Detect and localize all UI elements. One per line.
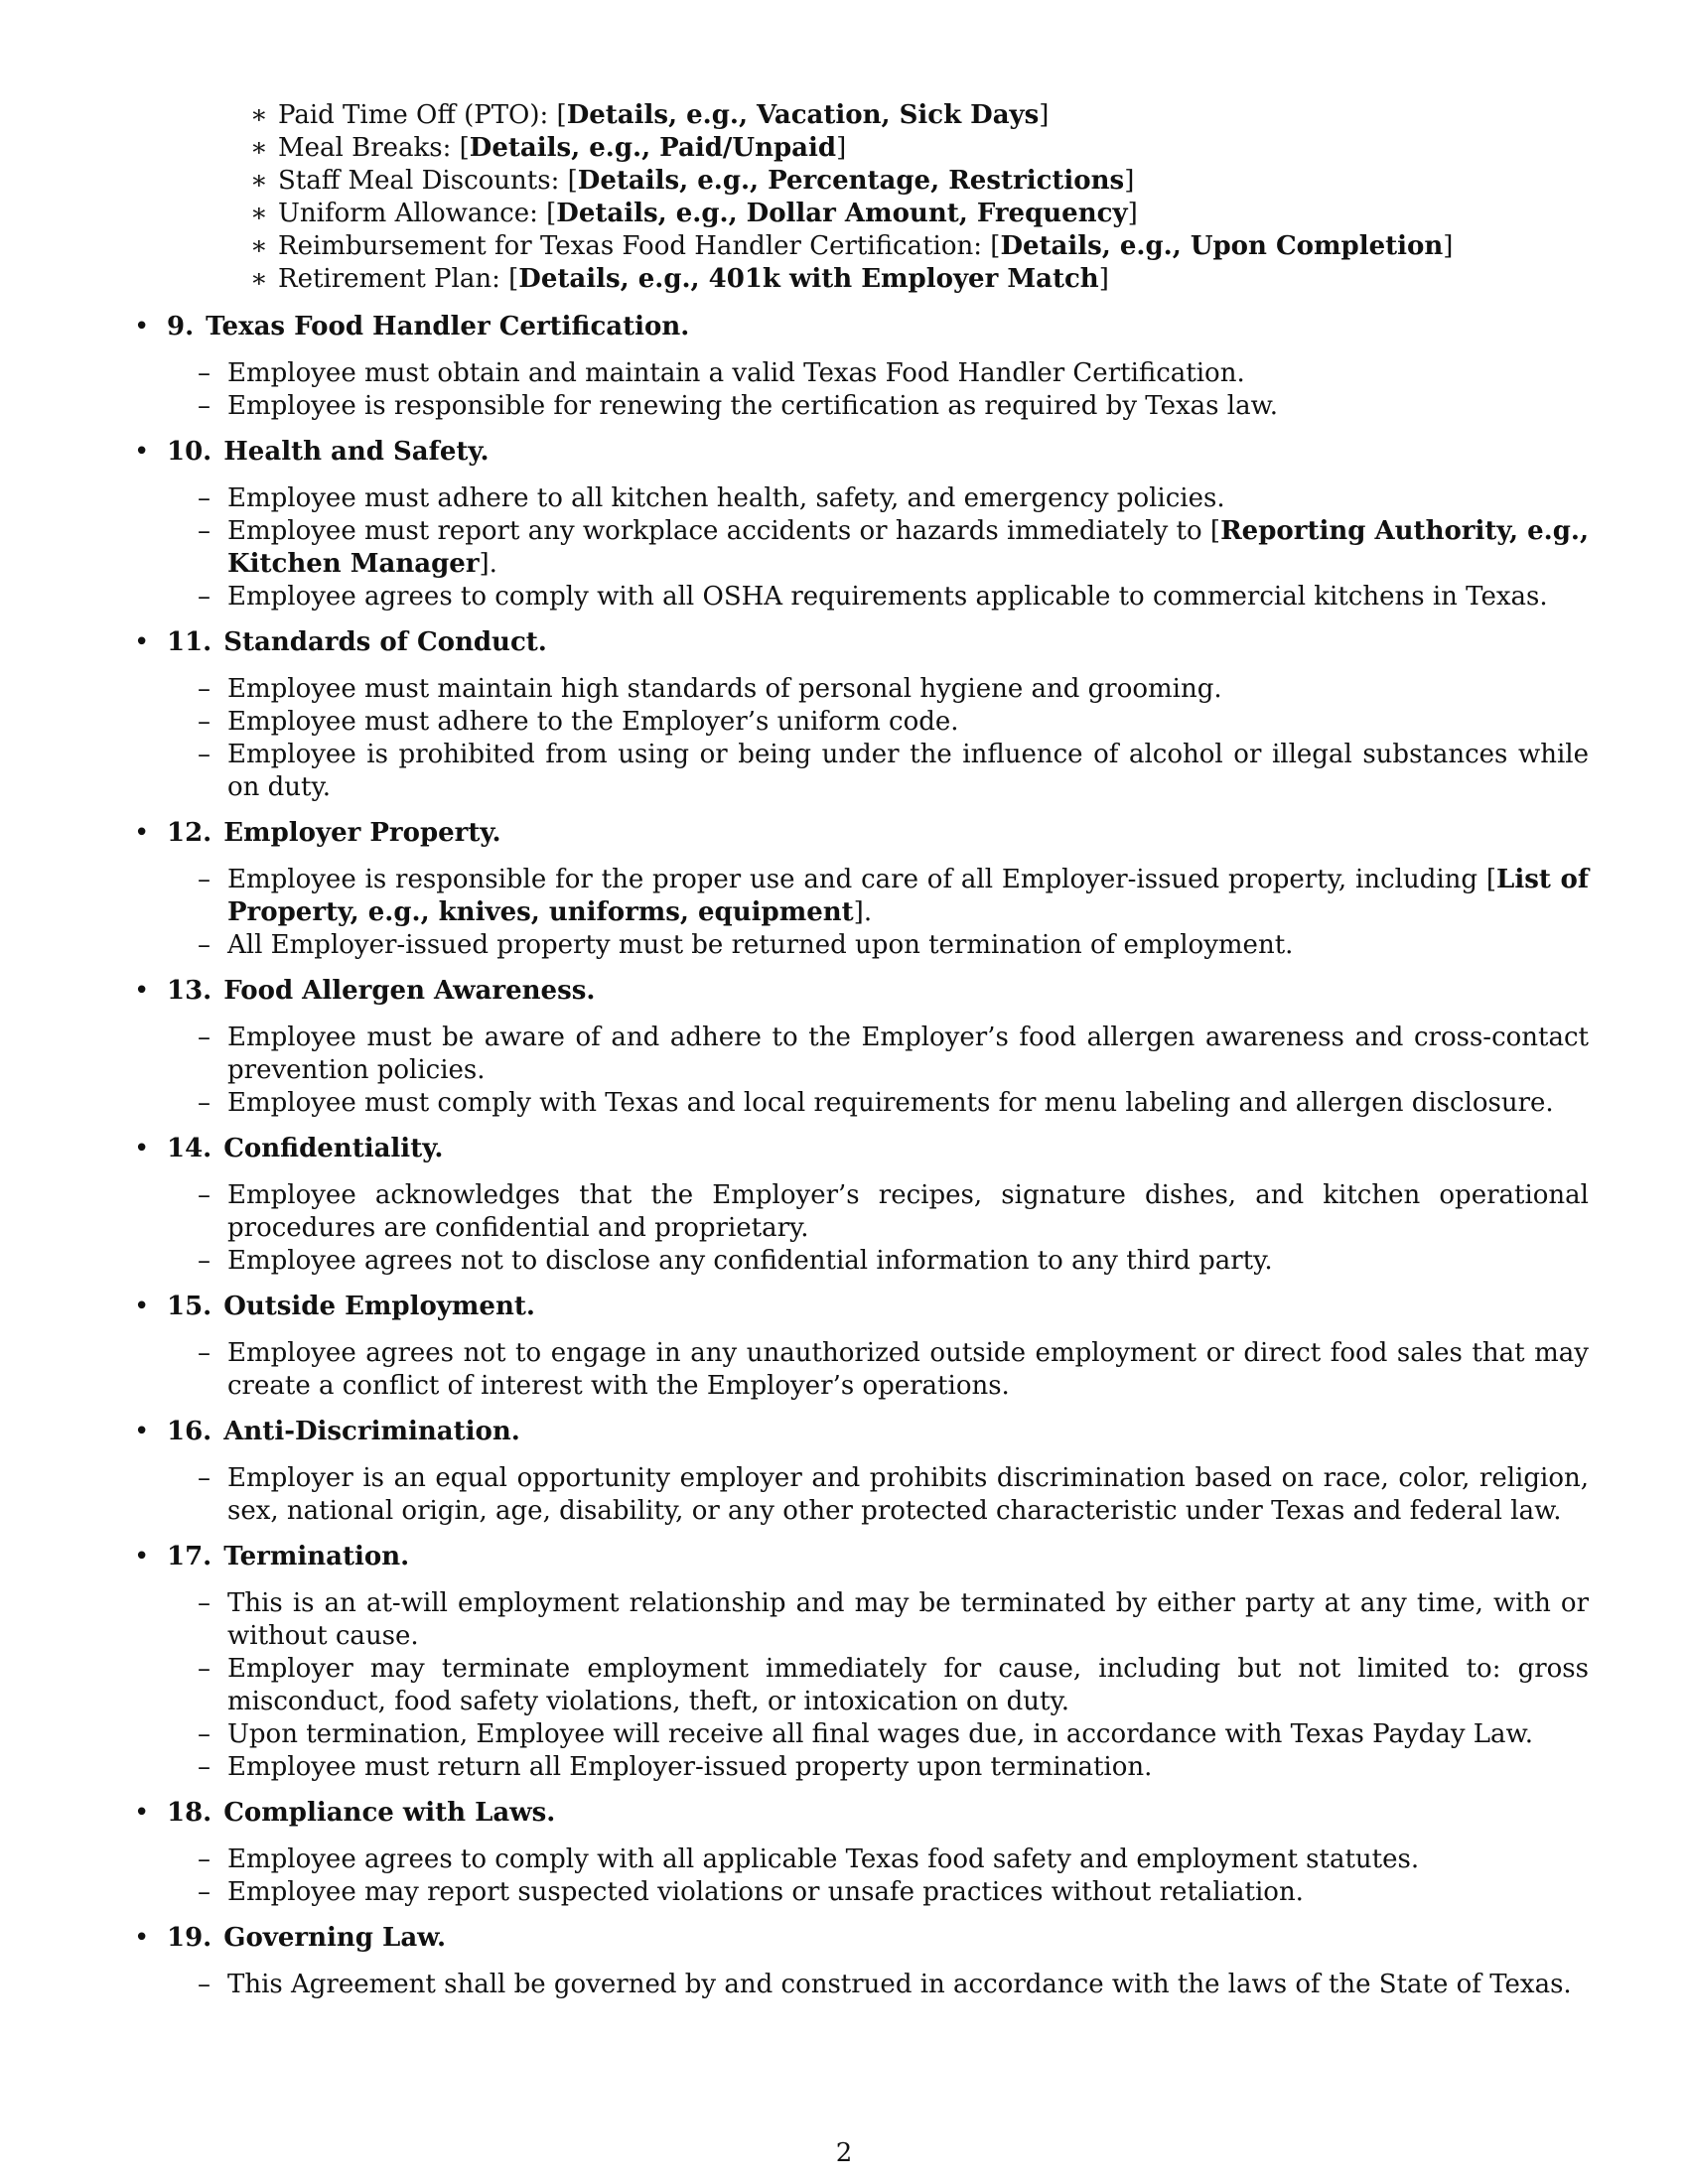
list-item: – Employee may report suspected violations or unsafe practices without retaliation. (198, 1877, 1304, 1907)
list-item: – Employee agrees to comply with all applicable Texas food safety and employment statutes. (198, 1844, 1420, 1874)
section-items (134, 864, 1589, 962)
section-17 (134, 1540, 1589, 1784)
dash-icon: – (198, 707, 211, 737)
dash-icon: – (198, 1588, 211, 1618)
dash-icon: – (198, 582, 211, 612)
dash-icon: – (198, 1246, 211, 1276)
section-12 (134, 816, 1589, 962)
benefit-label: Retirement Plan: (278, 264, 509, 294)
section-heading (134, 1132, 1589, 1165)
list-item: – Employee is responsible for renewing the certification as required by Texas law. (198, 391, 1279, 421)
list-item: – Employee must adhere to the Employer’s uniform code. (198, 707, 959, 737)
dash-icon: – (198, 1877, 211, 1907)
document-content (134, 99, 1589, 2013)
list-item: – Employee must adhere to all kitchen health, safety, and emergency policies. (198, 483, 1225, 513)
bullet-icon: • (134, 818, 150, 848)
bullet-icon: • (134, 1542, 150, 1571)
section-number: 9. (167, 312, 195, 341)
benefit-detail: Details, e.g., Upon Completion (1000, 231, 1444, 261)
dash-icon: – (198, 1752, 211, 1782)
asterisk-icon: ∗ (250, 199, 268, 228)
list-item: – This is an at-will employment relationship and may be terminated by either party at any time, with or without cause. (198, 1588, 1589, 1651)
dash-icon: – (198, 1844, 211, 1874)
section-number: 13. (167, 976, 212, 1006)
dash-icon: – (198, 1970, 211, 1999)
section-11 (134, 625, 1589, 804)
section-title: Employer Property. (223, 818, 501, 848)
section-items (134, 482, 1589, 614)
bullet-icon: • (134, 1292, 150, 1321)
section-number: 15. (167, 1292, 212, 1321)
dash-icon: – (198, 483, 211, 513)
asterisk-icon: ∗ (250, 100, 268, 130)
section-items (134, 1337, 1589, 1403)
bullet-icon: • (134, 976, 150, 1006)
dash-icon: – (198, 358, 211, 388)
benefit-item: ∗ Uniform Allowance: [Details, e.g., Dollar Amount, Frequency] (250, 199, 1138, 228)
section-items (134, 1843, 1589, 1909)
benefit-label: Uniform Allowance: (278, 199, 547, 228)
section-title: Food Allergen Awareness. (223, 976, 596, 1006)
list-item: – Employee must be aware of and adhere to the Employer’s food allergen awareness and cross-contact prevention policies. (198, 1023, 1589, 1085)
section-number: 10. (167, 437, 212, 467)
dash-icon: – (198, 865, 211, 894)
dash-icon: – (198, 1719, 211, 1749)
section-heading (134, 1415, 1589, 1448)
dash-icon: – (198, 674, 211, 704)
section-number: 18. (167, 1798, 212, 1828)
dash-icon: – (198, 1180, 211, 1210)
asterisk-icon: ∗ (250, 231, 268, 261)
section-title: Confidentiality. (223, 1134, 444, 1163)
section-16 (134, 1415, 1589, 1528)
section-title: Standards of Conduct. (223, 627, 547, 657)
section-number: 14. (167, 1134, 212, 1163)
section-10 (134, 435, 1589, 614)
section-number: 19. (167, 1923, 212, 1953)
section-heading (134, 625, 1589, 659)
bullet-icon: • (134, 1417, 150, 1446)
list-item: – Employee agrees to comply with all OSHA requirements applicable to commercial kitchens in Texas. (198, 582, 1548, 612)
section-items (134, 1022, 1589, 1120)
placeholder-field: List of Property, e.g., knives, uniforms, equipment (227, 865, 1590, 927)
section-number: 17. (167, 1542, 212, 1571)
bullet-icon: • (134, 437, 150, 467)
section-items (134, 1969, 1589, 2001)
bullet-icon: • (134, 1134, 150, 1163)
bullet-icon: • (134, 1798, 150, 1828)
section-title: Texas Food Handler Certification. (206, 312, 690, 341)
list-item: – Employee is responsible for the proper use and care of all Employer-issued property, including [List of Property, e.g., knives, uniforms, equipment]. (198, 865, 1590, 927)
benefit-detail: Details, e.g., Dollar Amount, Frequency (556, 199, 1128, 228)
section-items (134, 673, 1589, 804)
benefit-detail: Details, e.g., 401k with Employer Match (518, 264, 1099, 294)
dash-icon: – (198, 1654, 211, 1684)
bullet-icon: • (134, 1923, 150, 1953)
benefit-item: ∗ Staff Meal Discounts: [Details, e.g., Percentage, Restrictions] (250, 166, 1135, 196)
section-heading (134, 435, 1589, 469)
benefit-detail: Details, e.g., Percentage, Restrictions (577, 166, 1125, 196)
asterisk-icon: ∗ (250, 166, 268, 196)
list-item: – This Agreement shall be governed by and construed in accordance with the laws of the State of Texas. (198, 1970, 1572, 1999)
section-heading (134, 310, 1589, 343)
list-item: – Upon termination, Employee will receive all final wages due, in accordance with Texas Payday Law. (198, 1719, 1533, 1749)
section-heading (134, 1290, 1589, 1323)
benefit-detail: Details, e.g., Paid/Unpaid (469, 133, 837, 163)
dash-icon: – (198, 1088, 211, 1118)
section-items (134, 1462, 1589, 1528)
asterisk-icon: ∗ (250, 133, 268, 163)
list-item: – Employee agrees not to disclose any confidential information to any third party. (198, 1246, 1273, 1276)
bullet-icon: • (134, 312, 150, 341)
section-title: Health and Safety. (223, 437, 490, 467)
benefit-label: Meal Breaks: (278, 133, 460, 163)
section-heading (134, 1540, 1589, 1573)
benefit-item: ∗ Retirement Plan: [Details, e.g., 401k with Employer Match] (250, 264, 1109, 294)
bullet-icon: • (134, 627, 150, 657)
section-number: 12. (167, 818, 212, 848)
section-items (134, 1587, 1589, 1784)
dash-icon: – (198, 1338, 211, 1368)
section-18 (134, 1796, 1589, 1909)
list-item: – Employee is prohibited from using or being under the influence of alcohol or illegal substances while on duty. (198, 740, 1589, 802)
dash-icon: – (198, 1463, 211, 1493)
placeholder-field: Reporting Authority, e.g., Kitchen Manager (227, 516, 1590, 579)
dash-icon: – (198, 391, 211, 421)
dash-icon: – (198, 740, 211, 769)
benefits-list (134, 99, 1589, 296)
dash-icon: – (198, 516, 211, 546)
benefit-label: Paid Time Off (PTO): (278, 100, 557, 130)
section-heading (134, 1921, 1589, 1955)
list-item: – Employee must return all Employer-issued property upon termination. (198, 1752, 1153, 1782)
page-number: 2 (835, 2138, 853, 2168)
benefit-label: Reimbursement for Texas Food Handler Certification: (278, 231, 991, 261)
section-heading (134, 974, 1589, 1008)
list-item: – Employee must obtain and maintain a valid Texas Food Handler Certification. (198, 358, 1245, 388)
list-item: – Employee must report any workplace accidents or hazards immediately to [Reporting Authority, e.g., Kitchen Manager]. (198, 516, 1590, 579)
section-9 (134, 310, 1589, 423)
list-item: – All Employer-issued property must be returned upon termination of employment. (198, 930, 1294, 960)
section-heading (134, 1796, 1589, 1830)
section-title: Outside Employment. (223, 1292, 535, 1321)
section-number: 11. (167, 627, 212, 657)
list-item: – Employee agrees not to engage in any unauthorized outside employment or direct food sales that may create a conflict of interest with the Employer’s operations. (198, 1338, 1589, 1401)
list-item: – Employer is an equal opportunity employer and prohibits discrimination based on race, color, religion, sex, national origin, age, disability, or any other protected characteristic under Texas and federal law. (198, 1463, 1589, 1526)
benefit-item: ∗ Paid Time Off (PTO): [Details, e.g., Vacation, Sick Days] (250, 100, 1050, 130)
section-19 (134, 1921, 1589, 2001)
section-13 (134, 974, 1589, 1120)
list-item: – Employee must maintain high standards of personal hygiene and grooming. (198, 674, 1222, 704)
benefit-item: ∗ Meal Breaks: [Details, e.g., Paid/Unpaid] (250, 133, 847, 163)
section-title: Anti-Discrimination. (223, 1417, 520, 1446)
asterisk-icon: ∗ (250, 264, 268, 294)
benefit-label: Staff Meal Discounts: (278, 166, 568, 196)
section-items (134, 357, 1589, 423)
section-15 (134, 1290, 1589, 1403)
list-item: – Employee must comply with Texas and local requirements for menu labeling and allergen disclosure. (198, 1088, 1554, 1118)
section-title: Governing Law. (223, 1923, 446, 1953)
benefit-item: ∗ Reimbursement for Texas Food Handler Certification: [Details, e.g., Upon Completion] (250, 231, 1454, 261)
list-item: – Employee acknowledges that the Employer’s recipes, signature dishes, and kitchen operational procedures are confidential and proprietary. (198, 1180, 1589, 1243)
dash-icon: – (198, 930, 211, 960)
benefit-detail: Details, e.g., Vacation, Sick Days (566, 100, 1040, 130)
section-items (134, 1179, 1589, 1278)
dash-icon: – (198, 1023, 211, 1052)
section-title: Termination. (223, 1542, 410, 1571)
section-title: Compliance with Laws. (223, 1798, 556, 1828)
section-number: 16. (167, 1417, 212, 1446)
section-14 (134, 1132, 1589, 1278)
section-heading (134, 816, 1589, 850)
list-item: – Employer may terminate employment immediately for cause, including but not limited to: gross misconduct, food safety violations, theft, or intoxication on duty. (198, 1654, 1589, 1716)
